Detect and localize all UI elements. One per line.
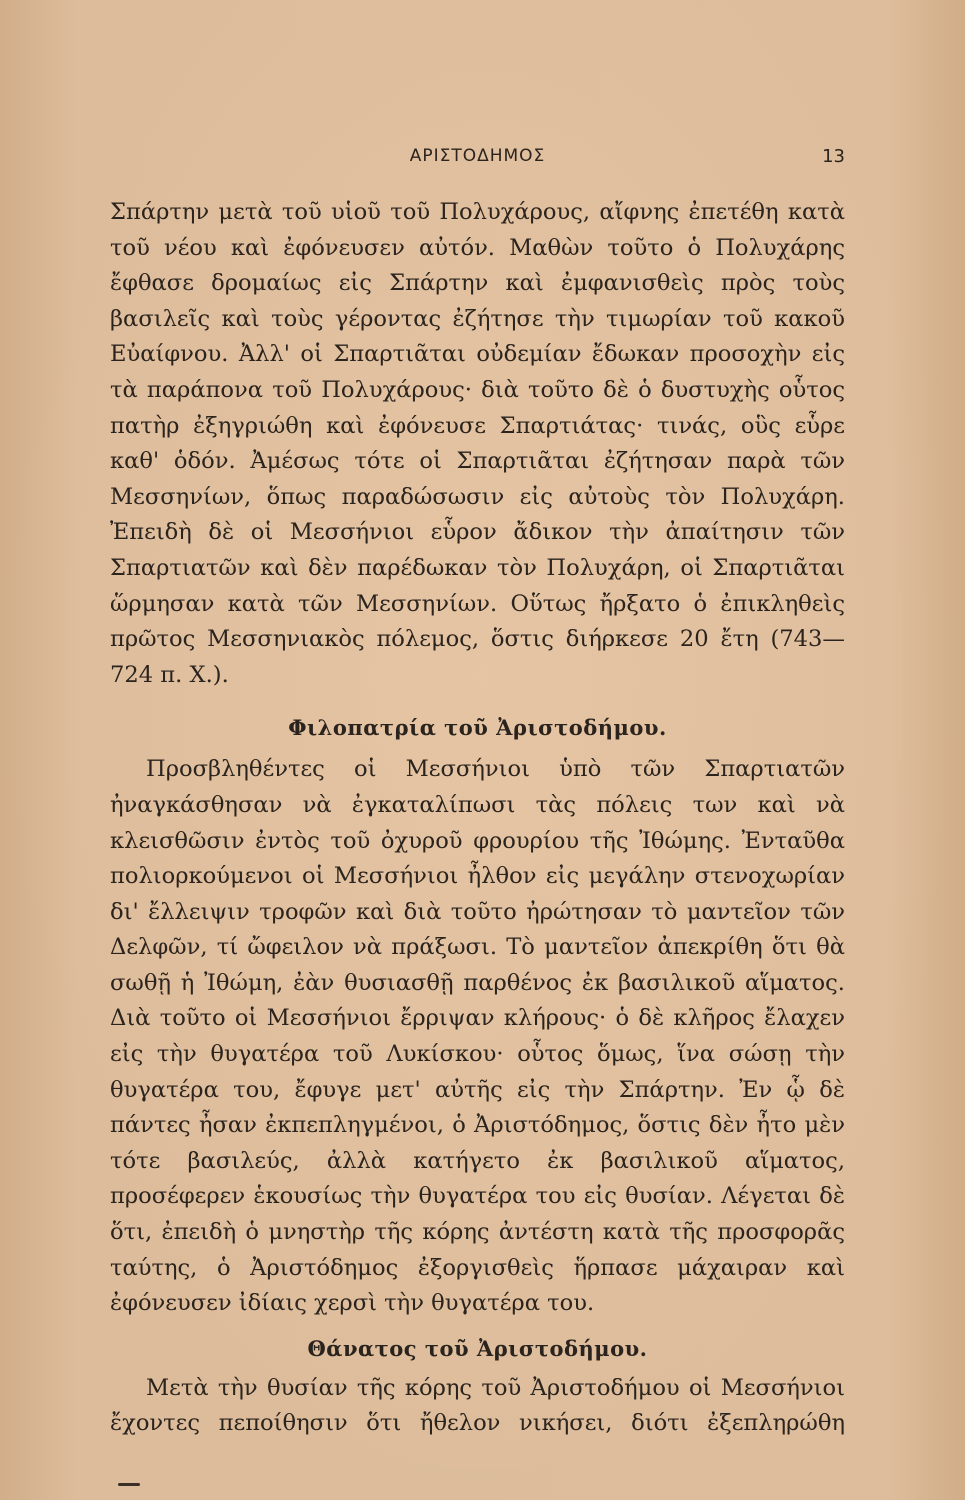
ink-mark [118, 1483, 140, 1486]
section-heading-philopatria: Φιλοπατρία τοῦ Ἀριστοδήμου. [288, 715, 667, 741]
paragraph-2: Προσβληθέντες οἱ Μεσσήνιοι ὑπὸ τῶν Σπαρτιατῶν ἠναγκάσθησαν νὰ ἐγκαταλίπωσι τὰς πόλεις των καὶ νὰ κλεισθῶσιν ἐντὸς τοῦ ὀχυροῦ φρουρίου τῆς Ἰθώμης. Ἐνταῦθα πολιορκούμενοι οἱ Μεσσήνιοι ἦλθον εἰς μεγάλην στενοχωρίαν δι' ἔλλειψιν τροφῶν καὶ διὰ τοῦτο ἠρώτησαν τὸ μαντεῖον τῶν Δελφῶν, τί ὤφειλον νὰ πράξωσι. Τὸ μαντεῖον ἀπεκρίθη ὅτι θὰ σωθῇ ἡ Ἰθώμη, ἐὰν θυσιασθῇ παρθένος ἐκ βασιλικοῦ αἵματος. Διὰ τοῦτο οἱ Μεσσήνιοι ἔρριψαν κλήρους· ὁ δὲ κλῆρος ἔλαχεν εἰς τὴν θυγατέρα τοῦ Λυκίσκου· οὗτος ὅμως, ἵνα σώσῃ τὴν θυγατέρα του, ἔφυγε μετ' αὐτῆς εἰς τὴν Σπάρτην. Ἐν ᾧ δὲ πάντες ἦσαν ἐκπεπληγμένοι, ὁ Ἀριστόδημος, ὅστις δὲν ἦτο μὲν τότε βασιλεύς, ἀλλὰ κατήγετο ἐκ βασιλικοῦ αἵματος, προσέφερεν ἑκουσίως τὴν θυγατέρα του εἰς θυσίαν. Λέγεται δὲ ὅτι, ἐπειδὴ ὁ μνηστὴρ τῆς κόρης ἀντέστη κατὰ τῆς προσφορᾶς ταύτης, ὁ Ἀριστόδημος ἐξοργισθεὶς ἥρπασε μάχαιραν καὶ ἐφόνευσεν ἰδίαις χερσὶ τὴν θυγατέρα του. [110, 756, 845, 1317]
body-text [110, 195, 845, 1442]
paragraph-1: Σπάρτην μετὰ τοῦ υἱοῦ τοῦ Πολυχάρους, αἴφνης ἐπετέθη κατὰ τοῦ νέου καὶ ἐφόνευσεν αὐτόν. Μαθὼν τοῦτο ὁ Πολυχάρης ἔφθασε δρομαίως εἰς Σπάρτην καὶ ἐμφανισθεὶς πρὸς τοὺς βασιλεῖς καὶ τοὺς γέροντας ἐζήτησε τὴν τιμωρίαν τοῦ κακοῦ Εὐαίφνου. Ἀλλ' οἱ Σπαρτιᾶται οὐδεμίαν ἔδωκαν προσοχὴν εἰς τὰ παράπονα τοῦ Πολυχάρους· διὰ τοῦτο δὲ ὁ δυστυχὴς οὗτος πατὴρ ἐξηγριώθη καὶ ἐφόνευσε Σπαρτιάτας· τινάς, οὓς εὗρε καθ' ὁδόν. Ἀμέσως τότε οἱ Σπαρτιᾶται ἐζήτησαν παρὰ τῶν Μεσσηνίων, ὅπως παραδώσωσιν εἰς αὐτοὺς τὸν Πολυχάρη. Ἐπειδὴ δὲ οἱ Μεσσήνιοι εὗρον ἄδικον τὴν ἀπαίτησιν τῶν Σπαρτιατῶν καὶ δὲν παρέδωκαν τὸν Πολυχάρη, οἱ Σπαρτιᾶται ὥρμησαν κατὰ τῶν Μεσσηνίων. Οὕτως ἤρξατο ὁ ἐπικληθεὶς πρῶτος Μεσσηνιακὸς πόλεμος, ὅστις διήρκεσε 20 ἔτη (743—724 π. Χ.). [110, 199, 845, 688]
page-number: 13 [822, 146, 845, 167]
paragraph-3: Μετὰ τὴν θυσίαν τῆς κόρης τοῦ Ἀριστοδήμου οἱ Μεσσήνιοι ἔχοντες πεποίθησιν ὅτι ἤθελον νικήσει, διότι ἐξεπληρώθη [110, 1374, 845, 1437]
page-header [110, 146, 845, 176]
section-heading-thanatos: Θάνατος τοῦ Ἀριστοδήμου. [307, 1335, 648, 1361]
running-head: ΑΡΙΣΤΟΔΗΜΟΣ [409, 146, 546, 166]
